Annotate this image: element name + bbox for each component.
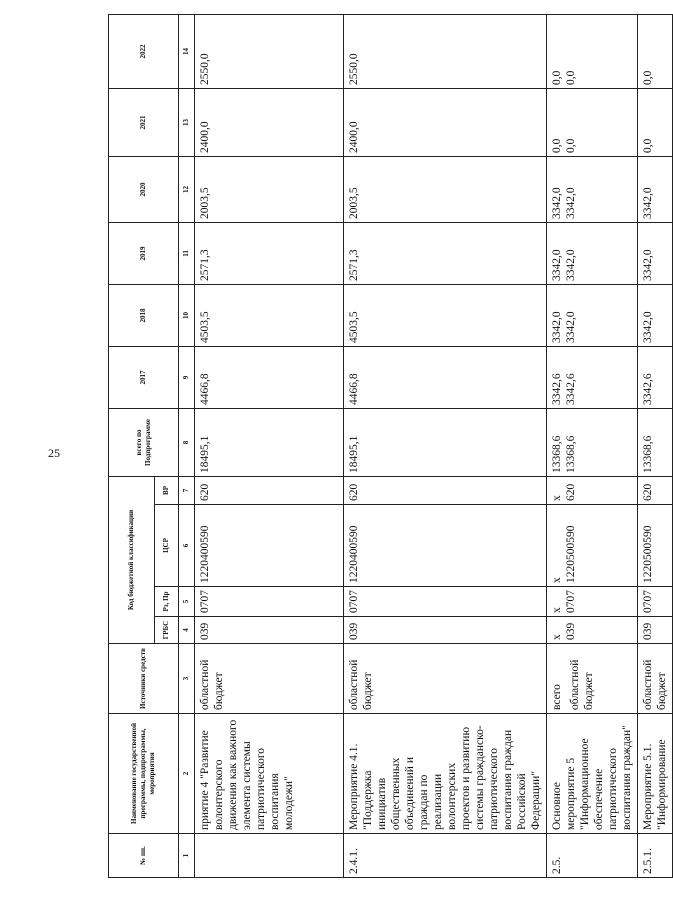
row-csr: 1220500590 [565, 525, 577, 583]
row-2022: 0,0 [638, 14, 673, 88]
row-vr: 620 [195, 476, 344, 504]
row-name: Мероприятие 5.1. "Информирование [638, 714, 673, 834]
table-row [547, 14, 638, 877]
row-csr: 1220400590 [344, 505, 547, 587]
row-no: 2.5.1. [638, 834, 673, 878]
row-2022-total: 0,0 [551, 70, 563, 85]
row-2019: 2571,3 [344, 222, 547, 284]
table-row [344, 14, 547, 877]
row-2017-total: 3342,6 [551, 373, 563, 405]
header-code-group: Код бюджетной классификации [109, 476, 155, 643]
row-vr-cell [547, 476, 638, 504]
header-2019: 2019 [109, 222, 179, 284]
header-grbs: ГРБС [155, 617, 179, 644]
row-2022: 2550,0 [344, 14, 547, 88]
row-no: 2.5. [547, 834, 638, 878]
row-source: областной бюджет [569, 659, 595, 710]
row-csr-cell [547, 505, 638, 587]
row-2018-cell [547, 284, 638, 346]
row-source: областной бюджет [344, 644, 547, 714]
row-2021-total: 0,0 [551, 138, 563, 153]
row-source-total: всего [551, 684, 563, 710]
row-2022-cell [547, 14, 638, 88]
row-vr: 620 [344, 476, 547, 504]
row-2018-total: 3342,0 [551, 311, 563, 343]
row-rzpr-cell [547, 587, 638, 617]
row-source: областной бюджет [638, 644, 673, 714]
row-2017: 4466,8 [344, 346, 547, 408]
col-number: 4 [179, 617, 195, 644]
col-number: 9 [179, 346, 195, 408]
row-2020: 2003,5 [344, 156, 547, 222]
row-2017: 3342,6 [638, 346, 673, 408]
row-name: Основное мероприятие 5 "Информационное обеспечение патриотического воспитания граждан" [547, 714, 638, 834]
page-number: 25 [48, 446, 60, 460]
header-total: всего по Подпрограмме [109, 408, 179, 476]
header-vr: ВР [155, 476, 179, 504]
row-2022: 0,0 [565, 70, 577, 85]
row-grbs-cell [547, 617, 638, 644]
row-no [195, 834, 344, 878]
col-number: 14 [179, 14, 195, 88]
row-2020: 3342,0 [638, 156, 673, 222]
row-grbs: 039 [344, 617, 547, 644]
row-grbs: 039 [195, 617, 344, 644]
row-2019: 3342,0 [565, 249, 577, 281]
row-grbs: 039 [638, 617, 673, 644]
row-source: областной бюджет [195, 644, 344, 714]
header-no: № пп. [109, 834, 179, 878]
header-rzpr: Рз, Пр [155, 587, 179, 617]
header-row [109, 14, 155, 877]
row-2017-cell [547, 346, 638, 408]
row-rzpr-total: х [551, 607, 563, 613]
row-total: 18495,1 [195, 408, 344, 476]
header-2020: 2020 [109, 156, 179, 222]
col-number: 5 [179, 587, 195, 617]
row-source-cell [547, 644, 638, 714]
table-row [195, 14, 344, 877]
row-csr-total: х [551, 577, 563, 583]
col-number: 13 [179, 88, 195, 156]
row-2018: 4503,5 [344, 284, 547, 346]
row-2019-cell [547, 222, 638, 284]
row-2019: 3342,0 [638, 222, 673, 284]
row-2019-total: 3342,0 [551, 249, 563, 281]
row-2018: 3342,0 [565, 311, 577, 343]
row-2018: 3342,0 [638, 284, 673, 346]
budget-table [108, 14, 673, 878]
row-name: Мероприятие 4.1. "Поддержка инициатив общественных объединений и граждан по реализации волонтерских проектов и развитию системы гражданско-патриотического воспитания граждан Российской Федерации" [344, 714, 547, 834]
col-number: 7 [179, 476, 195, 504]
row-2021: 0,0 [565, 138, 577, 153]
row-2021: 0,0 [638, 88, 673, 156]
row-vr-total: х [551, 495, 563, 501]
col-number: 3 [179, 644, 195, 714]
column-number-row [179, 14, 195, 877]
row-2021-cell [547, 88, 638, 156]
row-2018: 4503,5 [195, 284, 344, 346]
col-number: 10 [179, 284, 195, 346]
row-rzpr: 0707 [195, 587, 344, 617]
row-csr: 1220400590 [195, 505, 344, 587]
header-source: Источники средств [109, 644, 179, 714]
row-total-total: 13368,6 [551, 435, 563, 473]
row-grbs: 039 [565, 622, 577, 640]
row-total-cell [547, 408, 638, 476]
row-2019: 2571,3 [195, 222, 344, 284]
row-total: 13368,6 [638, 408, 673, 476]
row-2017: 3342,6 [565, 373, 577, 405]
row-rzpr: 0707 [638, 587, 673, 617]
header-2017: 2017 [109, 346, 179, 408]
row-no: 2.4.1. [344, 834, 547, 878]
row-2020: 2003,5 [195, 156, 344, 222]
row-2022: 2550,0 [195, 14, 344, 88]
row-2020-cell [547, 156, 638, 222]
header-2018: 2018 [109, 284, 179, 346]
row-2017: 4466,8 [195, 346, 344, 408]
col-number: 8 [179, 408, 195, 476]
col-number: 12 [179, 156, 195, 222]
row-total: 18495,1 [344, 408, 547, 476]
col-number: 6 [179, 505, 195, 587]
table-row [638, 14, 673, 877]
header-csr: ЦСР [155, 505, 179, 587]
row-grbs-total: х [551, 634, 563, 640]
row-name: приятие 4 "Развитие волонтерского движения как важного элемента системы патриотического воспитания молодежи" [195, 714, 344, 834]
row-vr: 620 [638, 476, 673, 504]
row-vr: 620 [565, 483, 577, 501]
rotated-table-container [108, 15, 668, 878]
row-csr: 1220500590 [638, 505, 673, 587]
header-2021: 2021 [109, 88, 179, 156]
header-name: Наименование государственной программы, подпрограммы, мероприятия [109, 714, 179, 834]
row-rzpr: 0707 [344, 587, 547, 617]
col-number: 2 [179, 714, 195, 834]
row-total: 13368,6 [565, 435, 577, 473]
row-rzpr: 0707 [565, 590, 577, 613]
col-number: 11 [179, 222, 195, 284]
row-2020-total: 3342,0 [551, 187, 563, 219]
row-2020: 3342,0 [565, 187, 577, 219]
col-number: 1 [179, 834, 195, 878]
header-2022: 2022 [109, 14, 179, 88]
row-2021: 2400,0 [344, 88, 547, 156]
row-2021: 2400,0 [195, 88, 344, 156]
